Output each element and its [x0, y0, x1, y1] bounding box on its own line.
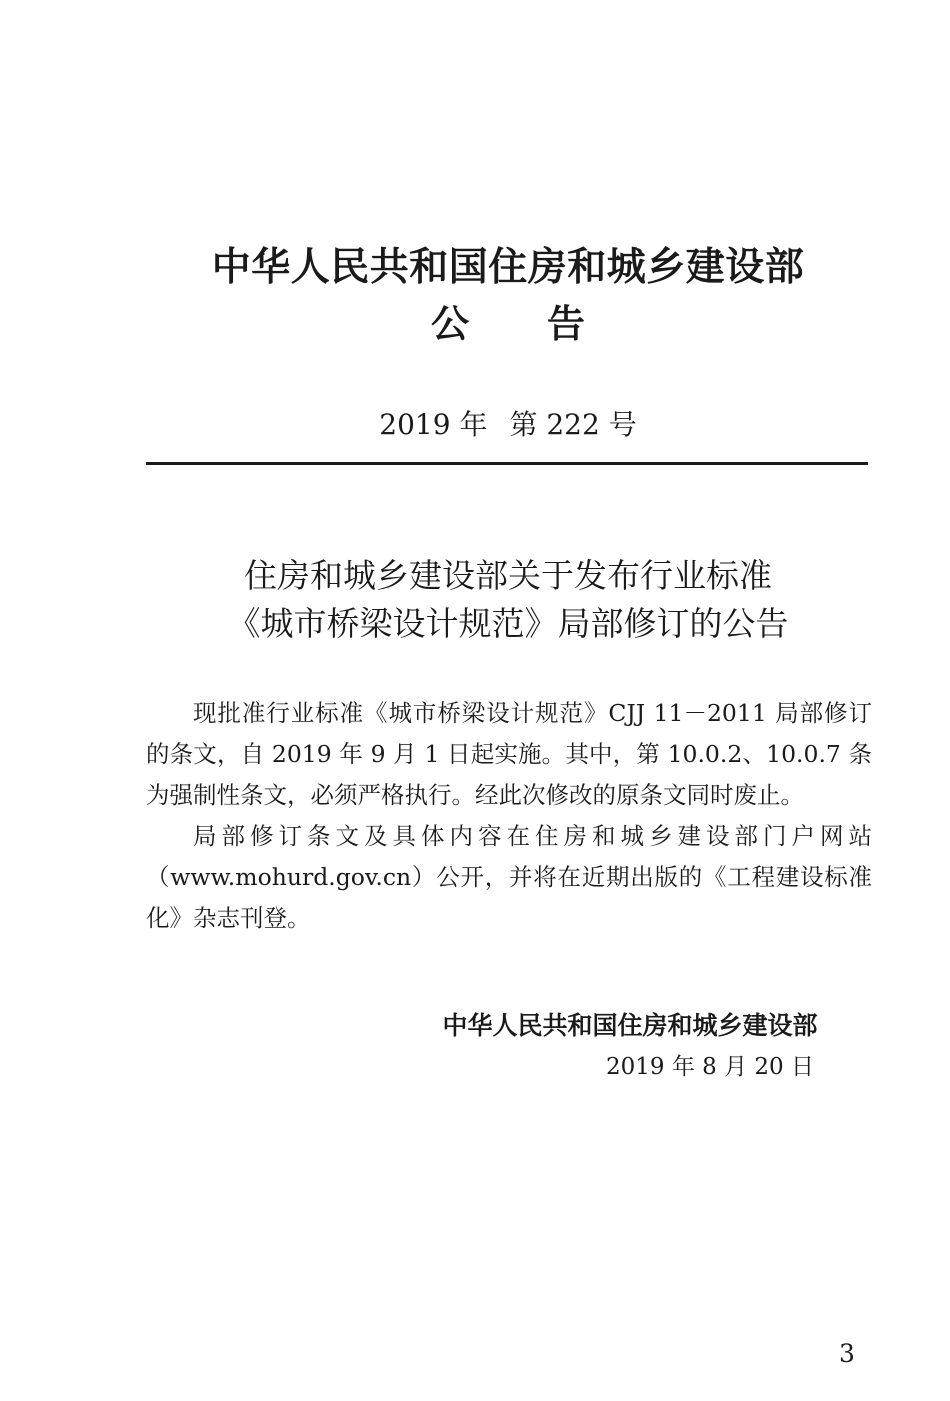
signature-issuer: 中华人民共和国住房和城乡建设部	[442, 1011, 818, 1040]
announcement-char-1: 公	[430, 302, 469, 346]
announcement-heading	[0, 300, 950, 348]
signature-date: 2019 年 8 月 20 日	[606, 1054, 814, 1080]
body-paragraph-2: 局部修订条文及具体内容在住房和城乡建设部门户网站（www.mohurd.gov.cn）公开，并将在近期出版的《工程建设标准化》杂志刊登。	[146, 822, 872, 932]
document-serial: 第 222 号	[509, 408, 637, 441]
header-divider	[146, 462, 868, 465]
document-number	[0, 407, 950, 443]
page-number: 3	[839, 1339, 855, 1368]
notice-title-line-1: 住房和城乡建设部关于发布行业标准	[244, 556, 772, 595]
ministry-title: 中华人民共和国住房和城乡建设部	[211, 245, 805, 290]
document-year: 2019 年	[379, 408, 488, 441]
body-paragraph-1: 现批准行业标准《城市桥梁设计规范》CJJ 11－2011 局部修订的条文，自 2019 年 9 月 1 日起实施。其中，第 10.0.2、10.0.7 条为强制性条文，必须严格执行。经此次修改的原条文同时废止。	[146, 699, 872, 809]
notice-body	[146, 693, 872, 939]
announcement-char-2: 告	[547, 302, 586, 346]
notice-title-line-2: 《城市桥梁设计规范》局部修订的公告	[227, 604, 789, 643]
notice-title	[0, 552, 950, 648]
